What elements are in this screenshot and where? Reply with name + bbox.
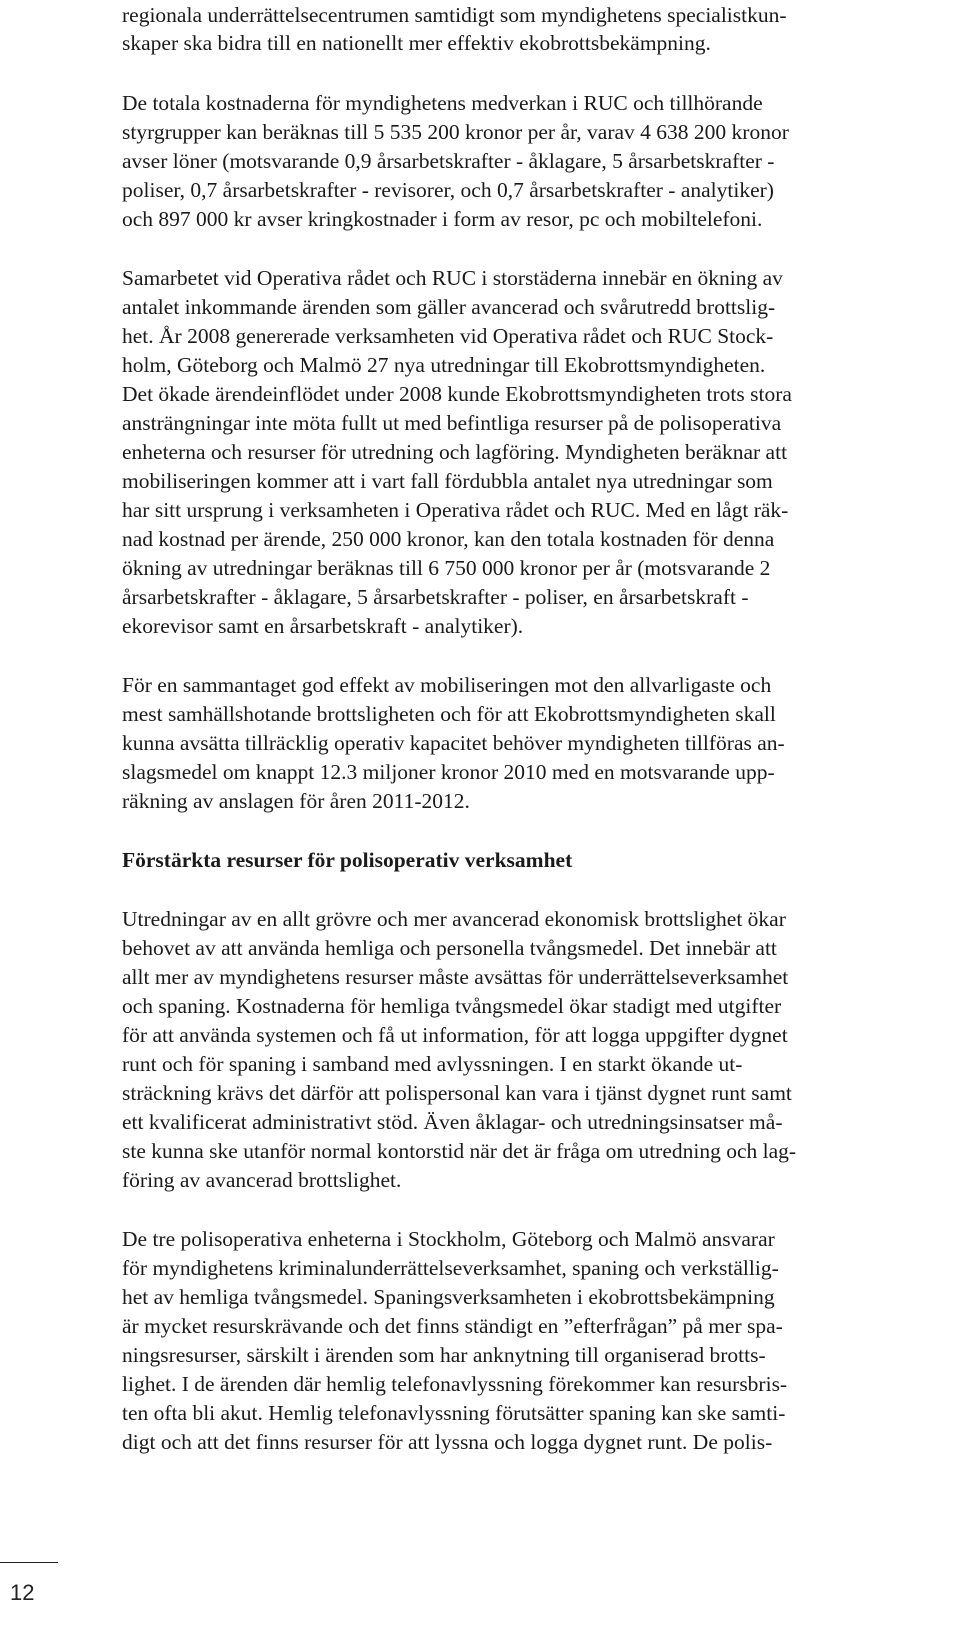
text-line: slagsmedel om knappt 12.3 miljoner kronor 2010 med en motsvarande upp- — [122, 760, 775, 784]
text-line: och 897 000 kr avser kringkostnader i form av resor, pc och mobiltelefoni. — [122, 207, 763, 231]
text-line: runt och för spaning i samband med avlyssningen. I en starkt ökande ut- — [122, 1052, 743, 1076]
text-line: för att använda systemen och få ut information, för att logga uppgifter dygnet — [122, 1023, 788, 1047]
text-line: för myndighetens kriminalunderrättelseverksamhet, spaning och verkställig- — [122, 1256, 779, 1280]
text-line: räkning av anslagen för åren 2011-2012. — [122, 789, 470, 813]
text-line: digt och att det finns resurser för att lyssna och logga dygnet runt. De polis- — [122, 1430, 773, 1454]
text-line: Det ökade ärendeinflödet under 2008 kunde Ekobrottsmyndigheten trots stora — [122, 382, 792, 406]
text-line: mobiliseringen kommer att i vart fall fördubbla antalet nya utredningar som — [122, 469, 773, 493]
text-line: föring av avancerad brottslighet. — [122, 1168, 402, 1192]
text-line: mest samhällshotande brottsligheten och för att Ekobrottsmyndigheten skall — [122, 702, 776, 726]
text-line: ett kvalificerat administrativt stöd. Även åklagar- och utredningsinsatser må- — [122, 1110, 783, 1134]
text-line: Samarbetet vid Operativa rådet och RUC i storstäderna innebär en ökning av — [122, 266, 783, 290]
text-line: holm, Göteborg och Malmö 27 nya utredningar till Ekobrottsmyndigheten. — [122, 353, 766, 377]
section-heading: Förstärkta resurser för polisoperativ verksamhet — [122, 848, 573, 872]
text-line: och spaning. Kostnaderna för hemliga tvångsmedel ökar stadigt med utgifter — [122, 994, 782, 1018]
text-line: sträckning krävs det därför att polispersonal kan vara i tjänst dygnet runt samt — [122, 1081, 792, 1105]
text-line: ökning av utredningar beräknas till 6 750 000 kronor per år (motsvarande 2 — [122, 556, 771, 580]
text-line: avser löner (motsvarande 0,9 årsarbetskrafter - åklagare, 5 årsarbetskrafter - — [122, 149, 775, 173]
text-line: årsarbetskrafter - åklagare, 5 årsarbetskrafter - poliser, en årsarbetskraft - — [122, 585, 749, 609]
text-line: För en sammantaget god effekt av mobiliseringen mot den allvarligaste och — [122, 673, 772, 697]
text-line: är mycket resurskrävande och det finns ständigt en ”efterfrågan” på mer spa- — [122, 1314, 783, 1338]
text-line: styrgrupper kan beräknas till 5 535 200 kronor per år, varav 4 638 200 kronor — [122, 120, 789, 144]
text-line: regionala underrättelsecentrumen samtidigt som myndighetens specialistkun- — [122, 3, 787, 27]
text-line: skaper ska bidra till en nationellt mer effektiv ekobrottsbekämpning. — [122, 31, 711, 55]
text-line: ansträngningar inte möta fullt ut med befintliga resurser på de polisoperativa — [122, 411, 782, 435]
text-line: De tre polisoperativa enheterna i Stockholm, Göteborg och Malmö ansvarar — [122, 1227, 775, 1251]
text-line: poliser, 0,7 årsarbetskrafter - revisorer, och 0,7 årsarbetskrafter - analytiker) — [122, 178, 774, 202]
text-line: antalet inkommande ärenden som gäller avancerad och svårutredd brottslig- — [122, 295, 776, 319]
text-line: behovet av att använda hemliga och personella tvångsmedel. Det innebär att — [122, 936, 777, 960]
text-line: het. År 2008 genererade verksamheten vid Operativa rådet och RUC Stock- — [122, 324, 774, 348]
text-line: nad kostnad per ärende, 250 000 kronor, kan den totala kostnaden för denna — [122, 527, 775, 551]
text-line: De totala kostnaderna för myndighetens medverkan i RUC och tillhörande — [122, 91, 763, 115]
text-line: har sitt ursprung i verksamheten i Operativa rådet och RUC. Med en lågt räk- — [122, 498, 789, 522]
page-number: 12 — [10, 1580, 35, 1605]
text-line: lighet. I de ärenden där hemlig telefonavlyssning förekommer kan resursbris- — [122, 1372, 788, 1396]
text-line: het av hemliga tvångsmedel. Spaningsverksamheten i ekobrottsbekämpning — [122, 1285, 775, 1309]
text-line: ningsresurser, särskilt i ärenden som har anknytning till organiserad brotts- — [122, 1343, 766, 1367]
text-line: enheterna och resurser för utredning och lagföring. Myndigheten beräknar att — [122, 440, 788, 464]
text-line: ste kunna ske utanför normal kontorstid när det är fråga om utredning och lag- — [122, 1139, 797, 1163]
text-line: kunna avsätta tillräcklig operativ kapacitet behöver myndigheten tillföras an- — [122, 731, 785, 755]
text-line: ten ofta bli akut. Hemlig telefonavlyssning förutsätter spaning kan ske samti- — [122, 1401, 786, 1425]
text-line: allt mer av myndighetens resurser måste avsättas för underrättelseverksamhet — [122, 965, 789, 989]
text-line: Utredningar av en allt grövre och mer avancerad ekonomisk brottslighet ökar — [122, 907, 786, 931]
text-line: ekorevisor samt en årsarbetskraft - analytiker). — [122, 614, 524, 638]
